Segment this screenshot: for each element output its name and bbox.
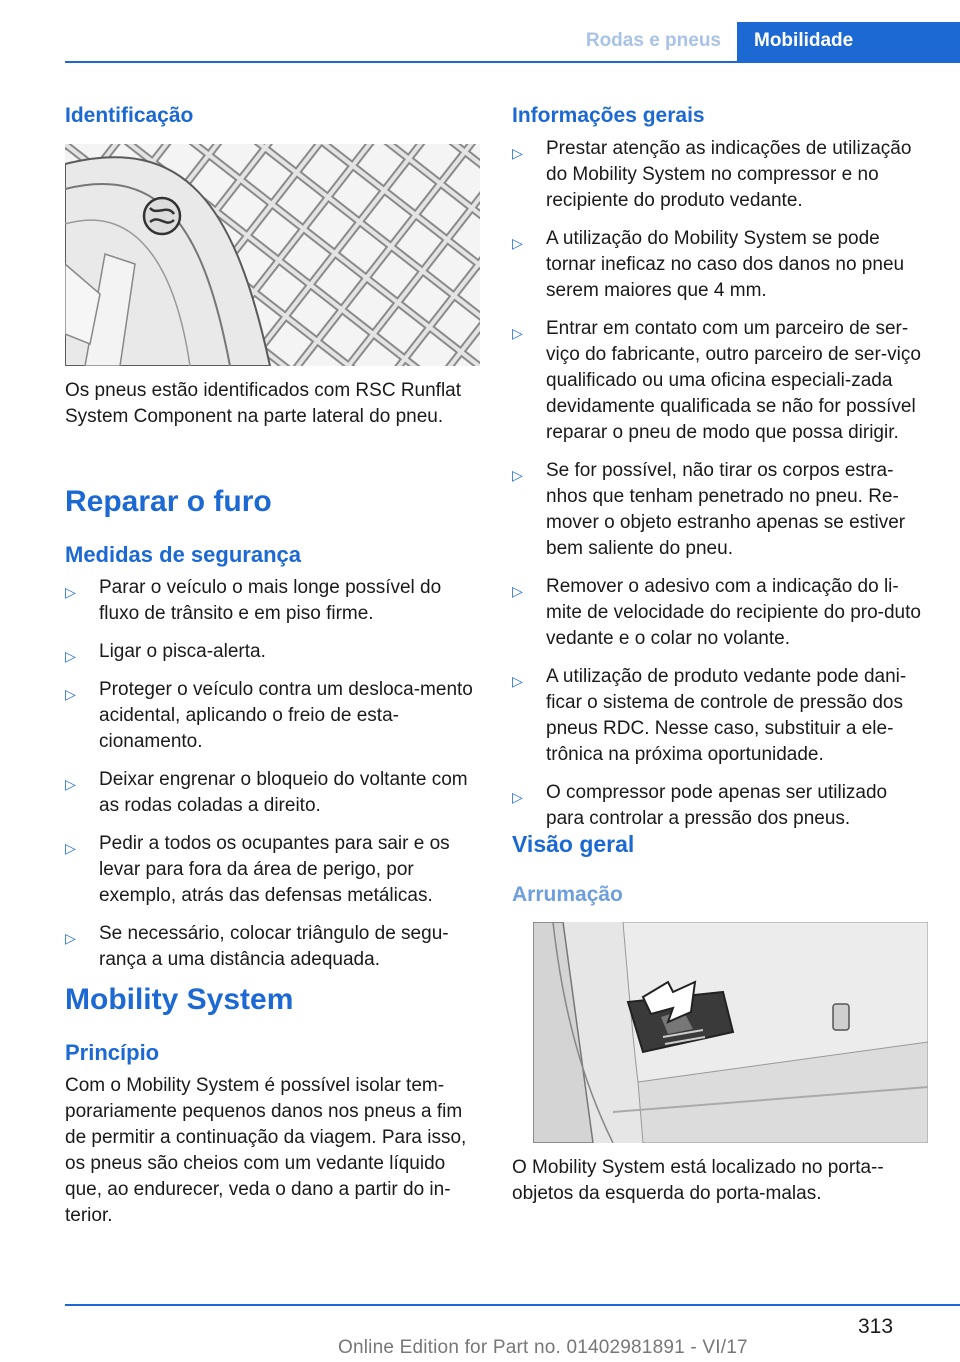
info-list bbox=[512, 136, 930, 844]
list-item: ▷ A utilização de produto vedante pode dani-ficar o sistema de controle de pressão dos pneus RDC. Nesse caso, substituir a ele-trônica na próxima oportunidade. bbox=[512, 666, 907, 765]
identificacao-text: Os pneus estão identificados com RSC Runflat System Component na parte lateral do pneu. bbox=[65, 380, 462, 427]
tire-illustration bbox=[65, 144, 480, 366]
medidas-list bbox=[65, 575, 485, 985]
list-item: ▷ Entrar em contato com um parceiro de ser-viço do fabricante, outro parceiro de ser-viço qualificado ou uma oficina especiali-zada devidamente qualificada se não for possível reparar o pneu de modo que possa dirigir. bbox=[512, 318, 921, 443]
triangle-right-icon: ▷ bbox=[512, 467, 523, 483]
triangle-right-icon: ▷ bbox=[65, 930, 76, 946]
edition-footer: Online Edition for Part no. 01402981891 - VI/17 bbox=[338, 1337, 748, 1358]
running-header-tab-label: Mobilidade bbox=[754, 30, 854, 51]
header-rule bbox=[65, 61, 960, 63]
medidas-heading: Medidas de segurança bbox=[65, 542, 301, 567]
list-item: ▷ A utilização do Mobility System se pode tornar ineficaz no caso dos danos no pneu serem maiores que 4 mm. bbox=[512, 228, 905, 301]
footer-rule bbox=[65, 1304, 960, 1306]
triangle-right-icon: ▷ bbox=[65, 686, 76, 702]
mobility-heading: Mobility System bbox=[65, 983, 294, 1016]
identificacao-heading: Identificação bbox=[65, 104, 194, 127]
arrumacao-heading: Arrumação bbox=[512, 883, 623, 906]
triangle-right-icon: ▷ bbox=[65, 776, 76, 792]
triangle-right-icon: ▷ bbox=[512, 235, 523, 251]
triangle-right-icon: ▷ bbox=[512, 325, 523, 341]
list-item: ▷ Se necessário, colocar triângulo de segu-rança a uma distância adequada. bbox=[65, 923, 449, 970]
triangle-right-icon: ▷ bbox=[512, 145, 523, 161]
triangle-right-icon: ▷ bbox=[65, 648, 76, 664]
list-item: ▷ Prestar atenção as indicações de utilização do Mobility System no compressor e no recipiente do produto vedante. bbox=[512, 138, 912, 211]
list-item: ▷ O compressor pode apenas ser utilizado para controlar a pressão dos pneus. bbox=[512, 782, 888, 829]
triangle-right-icon: ▷ bbox=[65, 840, 76, 856]
list-item: ▷ Proteger o veículo contra um desloca-mento acidental, aplicando o freio de esta-cionamento. bbox=[65, 679, 473, 752]
triangle-right-icon: ▷ bbox=[512, 789, 523, 805]
triangle-right-icon: ▷ bbox=[512, 583, 523, 599]
list-item: ▷ Pedir a todos os ocupantes para sair e os levar para fora da área de perigo, por exemplo, atrás das defensas metálicas. bbox=[65, 833, 450, 906]
triangle-right-icon: ▷ bbox=[512, 673, 523, 689]
list-item: ▷ Ligar o pisca-alerta. bbox=[65, 639, 485, 665]
principio-text: Com o Mobility System é possível isolar tem-porariamente pequenos danos nos pneus a fim de permitir a continuação da viagem. Para isso, os pneus são cheios com um vedante líquido que, ao endurecer, veda o dano a partir do in-terior. bbox=[65, 1075, 467, 1226]
info-heading: Informações gerais bbox=[512, 104, 705, 127]
triangle-right-icon: ▷ bbox=[65, 584, 76, 600]
trunk-illustration bbox=[533, 922, 928, 1143]
list-item: ▷ Parar o veículo o mais longe possível do fluxo de trânsito e em piso firme. bbox=[65, 577, 442, 624]
page-number: 313 bbox=[858, 1315, 894, 1338]
list-item: ▷ Remover o adesivo com a indicação do li-mite de velocidade do recipiente do pro-duto vedante e o colar no volante. bbox=[512, 576, 921, 649]
running-header-tab bbox=[737, 22, 960, 62]
principio-heading: Princípio bbox=[65, 1040, 160, 1065]
arrumacao-text: O Mobility System está localizado no porta--objetos da esquerda do porta-malas. bbox=[512, 1157, 884, 1204]
list-item: ▷ Deixar engrenar o bloqueio do voltante com as rodas coladas a direito. bbox=[65, 769, 468, 816]
reparar-heading: Reparar o furo bbox=[65, 485, 272, 518]
running-header-section: Rodas e pneus bbox=[585, 30, 721, 51]
left-column bbox=[65, 104, 480, 128]
list-item: ▷ Se for possível, não tirar os corpos estra-nhos que tenham penetrado no pneu. Re-mover o objeto estranho apenas se estiver bem saliente do pneu. bbox=[512, 460, 906, 559]
visao-heading: Visão geral bbox=[512, 831, 635, 857]
